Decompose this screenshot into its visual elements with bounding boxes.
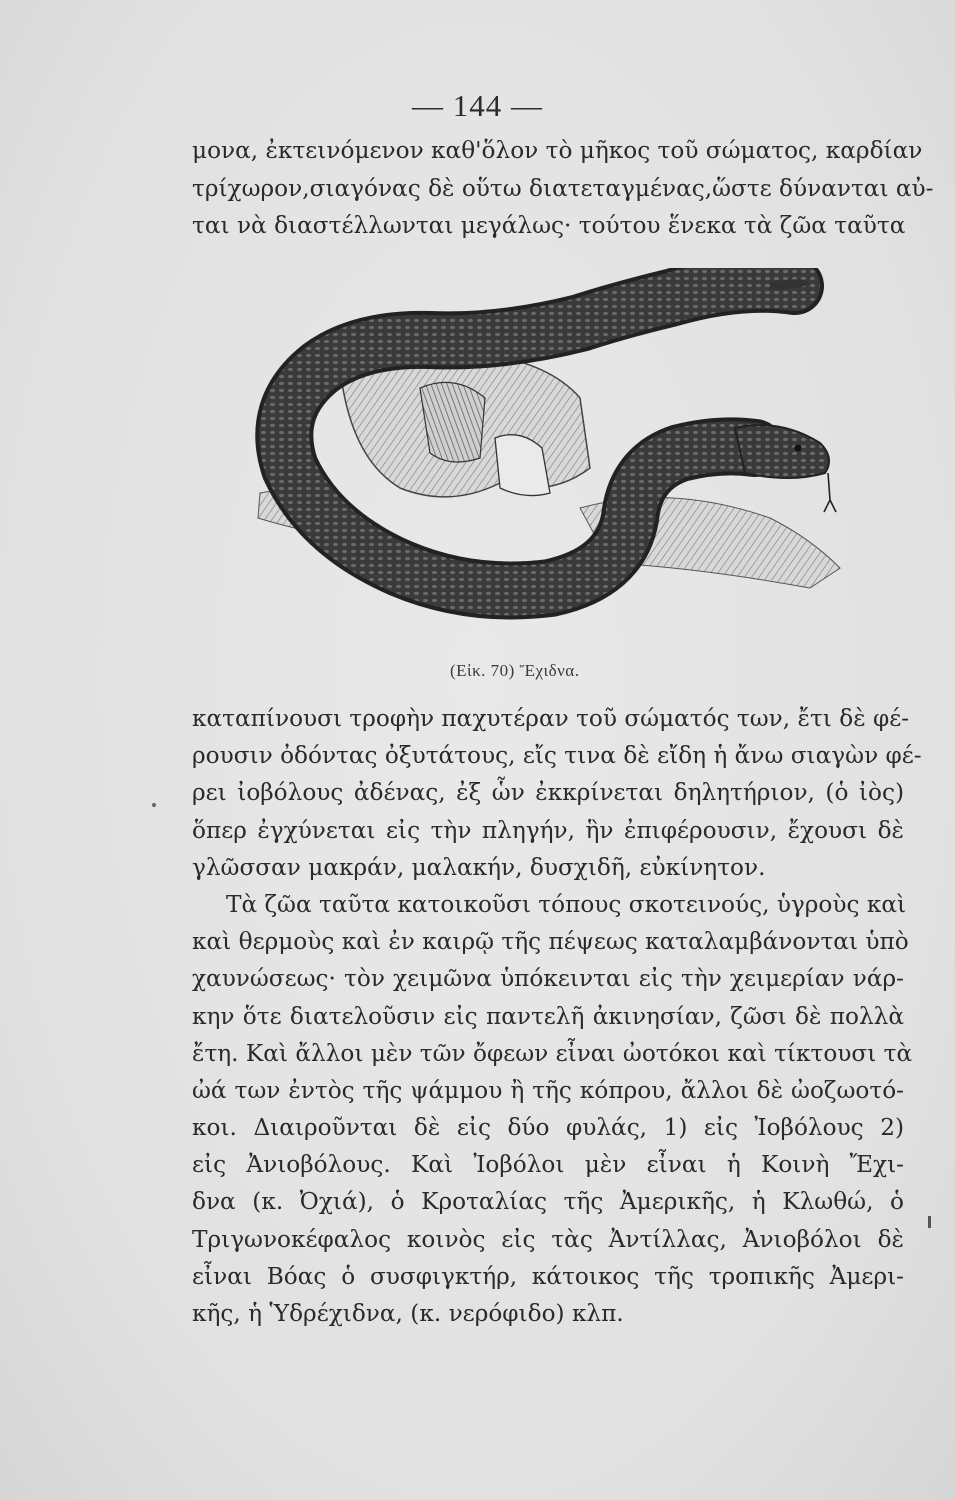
text-line: ται νὰ διαστέλλωνται μεγάλως· τούτου ἕνεκα τὰ ζῶα ταῦτα (192, 212, 906, 239)
text-line: γλῶσσαν μακράν, μαλακήν, δυσχιδῆ, εὐκίνητον. (192, 853, 766, 881)
text-line: ὠά των ἐντὸς τῆς ψάμμου ἢ τῆς κόπρου, ἄλλοι δὲ ὠοζωοτό- (192, 1076, 904, 1104)
text-line: ρουσιν ὀδόντας ὀξυτάτους, εἴς τινα δὲ εἴδη ἡ ἄνω σιαγὼν φέ- (192, 742, 922, 770)
text-line: Τὰ ζῶα ταῦτα κατοικοῦσι τόπους σκοτεινούς, ὑγροὺς καὶ (226, 890, 907, 918)
text-line: κην ὅτε διατελοῦσιν εἰς παντελῆ ἀκινησίαν, ζῶσι δὲ πολλὰ (192, 1002, 904, 1030)
text-line: κοι. Διαιροῦνται δὲ εἰς δύο φυλάς, 1) εἰς Ἰοβόλους 2) (192, 1114, 904, 1142)
text-line: κῆς, ἡ Ὑδρέχιδνα, (κ. νερόφιδο) κλπ. (192, 1300, 624, 1327)
text-line: δνα (κ. Ὀχιά), ὁ Κροταλίας τῆς Ἀμερικῆς, ἡ Κλωθώ, ὁ (192, 1188, 904, 1216)
text-line: μονα, ἐκτεινόμενον καθ'ὅλον τὸ μῆκος τοῦ σώματος, καρδίαν (192, 137, 923, 164)
edge-mark (928, 1216, 931, 1228)
top-paragraph (192, 132, 934, 245)
text-line: καὶ θερμοὺς καὶ ἐν καιρῷ τῆς πέψεως καταλαμβάνονται ὑπὸ (192, 928, 909, 956)
text-line: χαυνώσεως· τὸν χειμῶνα ὑπόκεινται εἰς τὴν χειμερίαν νάρ- (192, 965, 904, 993)
margin-mark (152, 803, 156, 807)
text-line: καταπίνουσι τροφὴν παχυτέραν τοῦ σώματός των, ἔτι δὲ φέ- (192, 705, 910, 732)
figure-caption: (Εἰκ. 70) Ἔχιδνα. (450, 661, 580, 680)
text-line: ρει ἰοβόλους ἀδένας, ἐξ ὧν ἐκκρίνεται δηλητήριον, (ὁ ἰὸς) (192, 779, 904, 807)
page-number: — 144 — (412, 88, 543, 123)
text-line: εἶναι Βόας ὁ συσφιγκτήρ, κάτοικος τῆς τροπικῆς Ἀμερι- (192, 1262, 904, 1290)
text-line: τρίχωρον,σιαγόνας δὲ οὕτω διατεταγμένας,ὥστε δύνανται αὐ- (192, 174, 934, 202)
text-line: Τριγωνοκέφαλος κοινὸς εἰς τὰς Ἀντίλλας, Ἀνιοβόλοι δὲ (192, 1225, 904, 1253)
text-line: ἔτη. Καὶ ἄλλοι μὲν τῶν ὄφεων εἶναι ὠοτόκοι καὶ τίκτουσι τὰ (192, 1039, 913, 1067)
text-line: εἰς Ἀνιοβόλους. Καὶ Ἰοβόλοι μὲν εἶναι ἡ Κοινὴ Ἔχι- (192, 1151, 904, 1179)
text-line: ὅπερ ἐγχύνεται εἰς τὴν πληγήν, ἣν ἐπιφέρουσιν, ἔχουσι δὲ (192, 816, 904, 844)
main-paragraphs (192, 700, 922, 1332)
viper-illustration (250, 268, 862, 658)
